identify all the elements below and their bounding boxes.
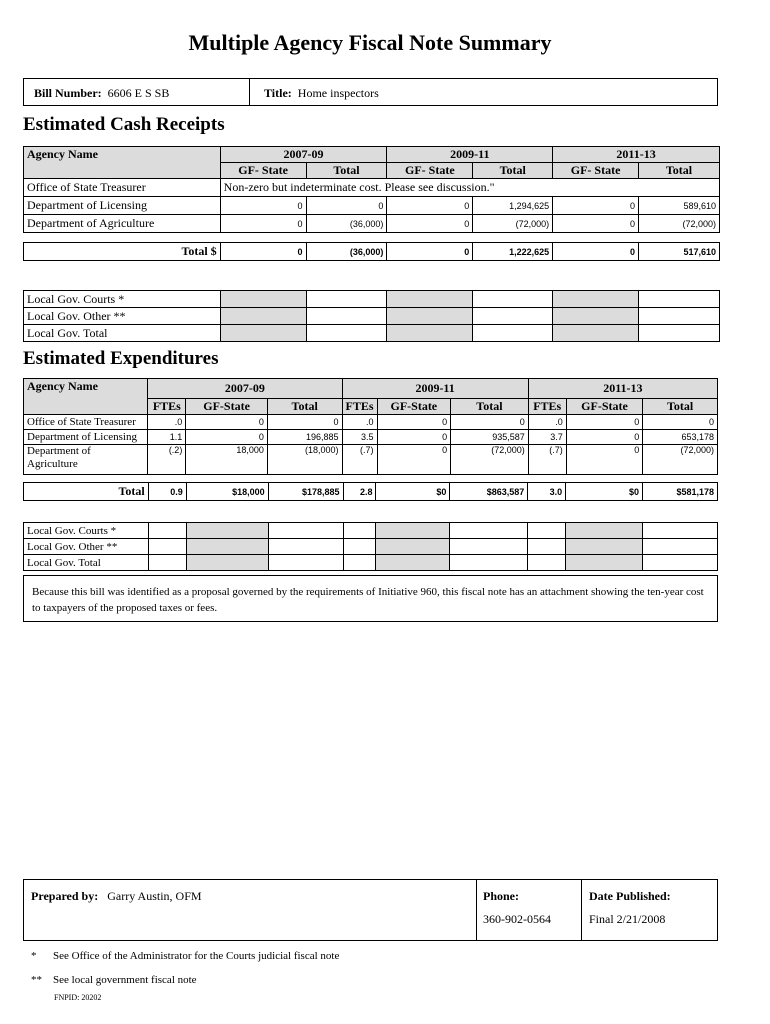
- prepared-by-label: Prepared by:: [31, 889, 99, 903]
- expenditures-agency-header: Agency Name: [24, 379, 148, 415]
- bill-title-label: Title:: [264, 86, 292, 100]
- receipts-cell: 0: [220, 215, 306, 233]
- expenditures-col-gf: GF-State: [186, 399, 268, 415]
- receipts-biennium-3: 2011-13: [553, 147, 720, 163]
- i960-note-box: [23, 575, 718, 622]
- receipts-total-cell: 0: [387, 243, 473, 261]
- expenditures-total-cell: $0: [376, 483, 450, 501]
- footnote-mark: *: [31, 950, 37, 962]
- local-gov-label: Local Gov. Courts *: [24, 291, 221, 308]
- receipts-col-gf: GF- State: [387, 163, 473, 179]
- local-gov-label: Local Gov. Total: [24, 325, 221, 342]
- expenditures-cell: 0: [566, 430, 643, 445]
- expenditures-col-gf: GF-State: [377, 399, 451, 415]
- expenditures-col-ftes: FTEs: [342, 399, 377, 415]
- expenditures-total-cell: 2.8: [343, 483, 376, 501]
- expenditures-cell: (72,000): [451, 445, 529, 475]
- receipts-cell: 1,294,625: [473, 197, 553, 215]
- expenditures-total-cell: $863,587: [450, 483, 528, 501]
- bill-title: Home inspectors: [297, 86, 379, 100]
- receipts-local-gov-table: [23, 290, 720, 342]
- receipts-col-total: Total: [306, 163, 387, 179]
- expenditures-agency: Office of State Treasurer: [24, 415, 148, 430]
- expenditures-biennium-3: 2011-13: [528, 379, 717, 399]
- expenditures-cell: (.2): [148, 445, 186, 475]
- fnpid: FNPID: 20202: [54, 993, 102, 1002]
- expenditures-cell: 3.5: [342, 430, 377, 445]
- expenditures-cell: 653,178: [643, 430, 718, 445]
- expenditures-local-gov-table: [23, 522, 718, 571]
- receipts-col-gf: GF- State: [220, 163, 306, 179]
- expenditures-total-cell: $178,885: [268, 483, 343, 501]
- receipts-cell: 0: [220, 197, 306, 215]
- receipts-cell: (72,000): [639, 215, 720, 233]
- expenditures-total-cell: $18,000: [186, 483, 268, 501]
- receipts-biennium-1: 2007-09: [220, 147, 387, 163]
- receipts-col-total: Total: [473, 163, 553, 179]
- expenditures-col-gf: GF-State: [566, 399, 643, 415]
- expenditures-cell: (.7): [342, 445, 377, 475]
- receipts-biennium-2: 2009-11: [387, 147, 553, 163]
- expenditures-col-total: Total: [267, 399, 342, 415]
- expenditures-cell: 196,885: [267, 430, 342, 445]
- expenditures-cell: (18,000): [267, 445, 342, 475]
- expenditures-biennium-1: 2007-09: [148, 379, 342, 399]
- local-gov-label: Local Gov. Other **: [24, 539, 149, 555]
- receipts-total-cell: 0: [220, 243, 306, 261]
- expenditures-table: [23, 378, 718, 475]
- date-published-label: Date Published:: [589, 889, 671, 903]
- receipts-total-cell: 0: [553, 243, 639, 261]
- receipts-total-label: Total $: [24, 243, 221, 261]
- expenditures-total-cell: 0.9: [148, 483, 186, 501]
- expenditures-cell: 0: [377, 430, 451, 445]
- expenditures-cell: 0: [267, 415, 342, 430]
- expenditures-cell: 0: [566, 445, 643, 475]
- expenditures-agency: Department of Licensing: [24, 430, 148, 445]
- expenditures-col-ftes: FTEs: [148, 399, 186, 415]
- receipts-col-total: Total: [639, 163, 720, 179]
- expenditures-agency: Department of Agriculture: [24, 445, 148, 475]
- expenditures-cell: 1.1: [148, 430, 186, 445]
- receipts-cell: (72,000): [473, 215, 553, 233]
- expenditures-total-cell: 3.0: [528, 483, 566, 501]
- expenditures-cell: .0: [342, 415, 377, 430]
- receipts-note: Non-zero but indeterminate cost. Please see discussion.": [220, 179, 719, 197]
- prepared-by-box: [23, 879, 718, 941]
- expenditures-total-row: [23, 482, 718, 501]
- receipts-agency: Office of State Treasurer: [24, 179, 221, 197]
- receipts-total-cell: (36,000): [306, 243, 387, 261]
- expenditures-col-total: Total: [451, 399, 529, 415]
- receipts-cell: 0: [306, 197, 387, 215]
- page-title: Multiple Agency Fiscal Note Summary: [188, 30, 552, 55]
- receipts-table: [23, 146, 720, 233]
- receipts-agency: Department of Licensing: [24, 197, 221, 215]
- expenditures-cell: 0: [377, 415, 451, 430]
- receipts-cell: 589,610: [639, 197, 720, 215]
- receipts-cell: 0: [553, 197, 639, 215]
- bill-info-box: [23, 78, 718, 106]
- receipts-heading: Estimated Cash Receipts: [23, 114, 225, 135]
- expenditures-cell: 3.7: [528, 430, 566, 445]
- expenditures-cell: 0: [186, 430, 268, 445]
- expenditures-cell: 0: [566, 415, 643, 430]
- local-gov-label: Local Gov. Courts *: [24, 523, 149, 539]
- expenditures-total-label: Total: [24, 483, 149, 501]
- expenditures-cell: 0: [377, 445, 451, 475]
- expenditures-total-cell: $581,178: [643, 483, 718, 501]
- expenditures-cell: 0: [451, 415, 529, 430]
- receipts-agency-header: Agency Name: [24, 147, 221, 179]
- receipts-cell: 0: [553, 215, 639, 233]
- local-gov-label: Local Gov. Total: [24, 555, 149, 571]
- expenditures-cell: 0: [643, 415, 718, 430]
- footnote-text: See local government fiscal note: [53, 974, 197, 986]
- receipts-total-cell: 517,610: [639, 243, 720, 261]
- date-published-value: Final 2/21/2008: [589, 912, 666, 926]
- local-gov-label: Local Gov. Other **: [24, 308, 221, 325]
- bill-number-label: Bill Number:: [34, 86, 102, 100]
- receipts-cell: 0: [387, 197, 473, 215]
- receipts-cell: 0: [387, 215, 473, 233]
- expenditures-biennium-2: 2009-11: [342, 379, 528, 399]
- expenditures-cell: .0: [148, 415, 186, 430]
- expenditures-heading: Estimated Expenditures: [23, 348, 219, 369]
- expenditures-cell: .0: [528, 415, 566, 430]
- receipts-cell: (36,000): [306, 215, 387, 233]
- expenditures-total-cell: $0: [566, 483, 643, 501]
- expenditures-cell: 18,000: [186, 445, 268, 475]
- footnote-text: See Office of the Administrator for the Courts judicial fiscal note: [53, 950, 340, 962]
- expenditures-col-total: Total: [643, 399, 718, 415]
- receipts-col-gf: GF- State: [553, 163, 639, 179]
- expenditures-cell: 0: [186, 415, 268, 430]
- footnote-mark: **: [31, 974, 42, 986]
- receipts-total-row: [23, 242, 720, 261]
- receipts-total-cell: 1,222,625: [473, 243, 553, 261]
- phone-value: 360-902-0564: [483, 912, 551, 926]
- prepared-by-name: Garry Austin, OFM: [107, 889, 202, 903]
- phone-label: Phone:: [483, 889, 519, 903]
- bill-number: 6606 E S SB: [107, 86, 170, 100]
- expenditures-col-ftes: FTEs: [528, 399, 566, 415]
- expenditures-cell: 935,587: [451, 430, 529, 445]
- expenditures-cell: (.7): [528, 445, 566, 475]
- i960-note-text: Because this bill was identified as a proposal governed by the requirements of Initiative 960, this fiscal note has an attachment showing the ten-year cost to taxpayers of the proposed taxes or fees.: [32, 586, 704, 614]
- receipts-agency: Department of Agriculture: [24, 215, 221, 233]
- expenditures-cell: (72,000): [643, 445, 718, 475]
